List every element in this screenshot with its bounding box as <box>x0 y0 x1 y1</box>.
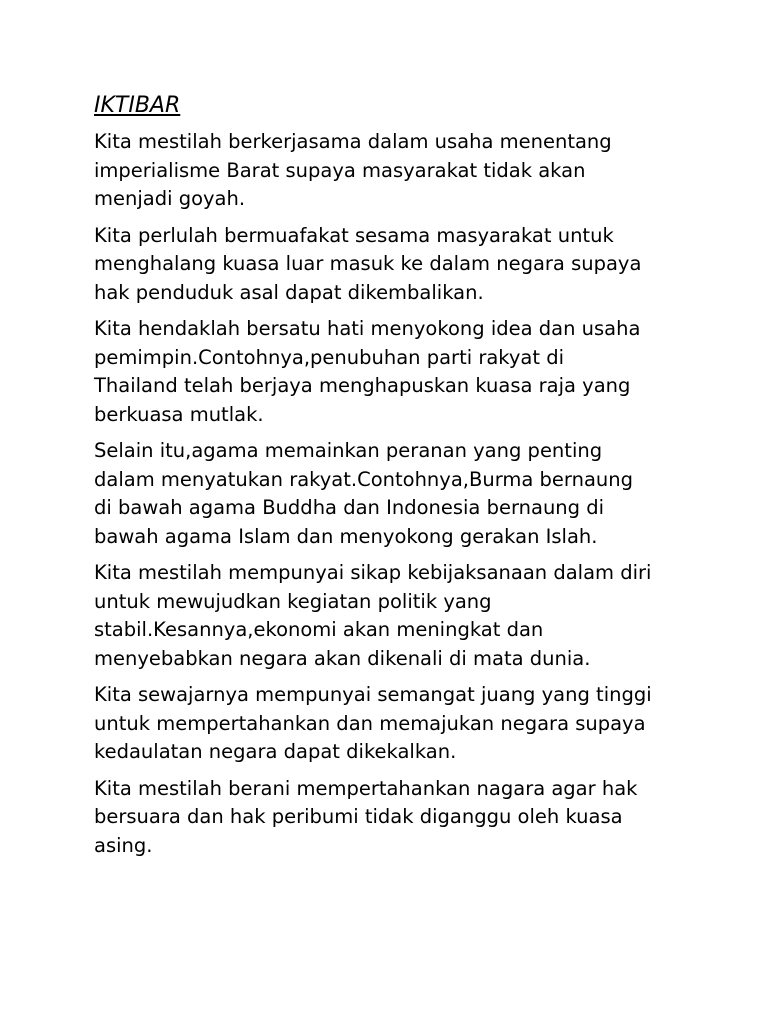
paragraph-2 <box>94 222 694 308</box>
paragraph-line: untuk mempertahankan dan memajukan negara supaya <box>94 711 646 735</box>
paragraph-7 <box>94 775 694 861</box>
paragraph-line: Kita sewajarnya mempunyai semangat juang yang tinggi <box>94 683 652 706</box>
paragraph-line: Kita mestilah mempunyai sikap kebijaksanaan dalam diri <box>94 561 652 584</box>
paragraph-4 <box>94 437 694 551</box>
paragraph-line: bawah agama Islam dan menyokong gerakan Islah. <box>94 524 598 548</box>
paragraph-line: berkuasa mutlak. <box>94 402 264 426</box>
paragraph-line: hak penduduk asal dapat dikembalikan. <box>94 280 484 304</box>
paragraph-5 <box>94 559 694 673</box>
paragraph-line: Kita perlulah bermuafakat sesama masyarakat untuk <box>94 223 614 247</box>
paragraph-line: untuk mewujudkan kegiatan politik yang <box>94 589 492 613</box>
paragraph-line: Thailand telah berjaya menghapuskan kuasa raja yang <box>94 374 631 397</box>
paragraph-line: menyebabkan negara akan dikenali di mata dunia. <box>94 646 591 670</box>
paragraph-line: Kita hendaklah bersatu hati menyokong idea dan usaha <box>94 317 641 340</box>
paragraph-line: di bawah agama Buddha dan Indonesia bernaung di <box>94 496 605 519</box>
document-page <box>94 92 694 868</box>
paragraph-line: pemimpin.Contohnya,penubuhan parti rakyat di <box>94 345 565 369</box>
paragraph-3 <box>94 315 694 429</box>
paragraph-6 <box>94 681 694 767</box>
paragraph-line: dalam menyatukan rakyat.Contohnya,Burma bernaung <box>94 467 633 491</box>
paragraph-line: menjadi goyah. <box>94 187 246 210</box>
paragraph-line: bersuara dan hak peribumi tidak diganggu oleh kuasa <box>94 805 623 828</box>
paragraph-1 <box>94 128 694 214</box>
paragraph-line: Kita mestilah berkerjasama dalam usaha menentang <box>94 130 612 153</box>
paragraph-line: menghalang kuasa luar masuk ke dalam negara supaya <box>94 252 642 275</box>
paragraph-line: stabil.Kesannya,ekonomi akan meningkat dan <box>94 618 544 641</box>
document-title: IKTIBAR <box>94 93 181 118</box>
paragraph-line: kedaulatan negara dapat dikekalkan. <box>94 740 457 763</box>
paragraph-line: imperialisme Barat supaya masyarakat tidak akan <box>94 158 586 182</box>
paragraph-line: Kita mestilah berani mempertahankan nagara agar hak <box>94 776 638 800</box>
paragraph-line: asing. <box>94 833 153 857</box>
paragraph-line: Selain itu,agama memainkan peranan yang penting <box>94 439 603 462</box>
